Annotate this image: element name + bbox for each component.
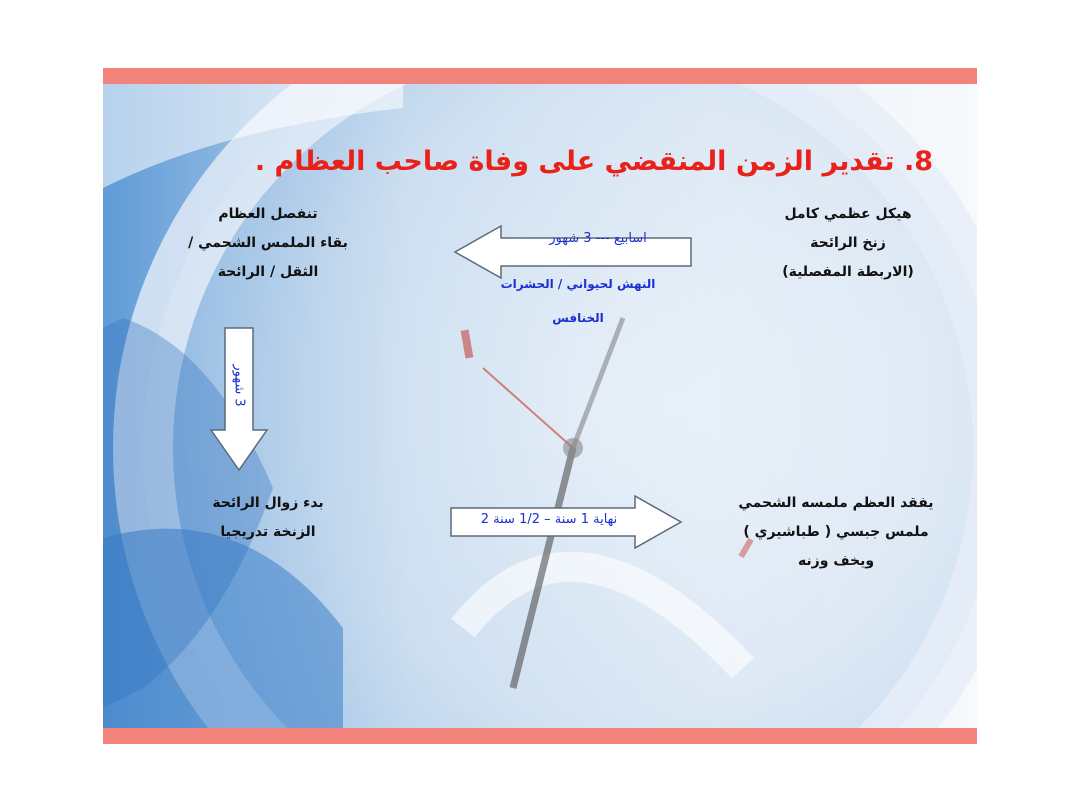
right-bottom-line-2: ملمس جبسي ( طباشيري ) bbox=[743, 524, 929, 540]
right-bottom-line-3: ويخف وزنه bbox=[797, 553, 875, 569]
bottom-color-band bbox=[103, 728, 977, 744]
right-bottom-block bbox=[731, 489, 941, 576]
middle-blue-line-2: الخنافس bbox=[552, 311, 604, 325]
left-bottom-line-2: الزنخة تدريجيا bbox=[220, 524, 316, 540]
left-top-line-2: بقاء الملمس الشحمي / bbox=[188, 235, 348, 251]
slide bbox=[103, 68, 977, 744]
right-top-line-2: زنخ الرائحة bbox=[810, 235, 886, 251]
middle-blue-block bbox=[478, 267, 678, 335]
left-top-block bbox=[173, 200, 363, 287]
arrow-left-label: اسابيع --- 3 شهور bbox=[549, 231, 647, 246]
right-bottom-line-1: يفقد العظم ملمسه الشحمي bbox=[738, 495, 934, 511]
right-top-line-3: (الاربطة المفصلية) bbox=[782, 264, 914, 280]
arrow-right-label: نهاية 1 سنة – 1/2 سنة 2 bbox=[480, 512, 618, 527]
left-bottom-line-1: بدء زوال الرائحة bbox=[212, 495, 324, 511]
slide-title: 8. تقدير الزمن المنقضي على وفاة صاحب العظام . bbox=[254, 146, 933, 177]
top-color-band bbox=[103, 68, 977, 84]
right-top-block bbox=[763, 200, 933, 287]
right-top-line-1: هيكل عظمي كامل bbox=[784, 206, 912, 222]
left-top-line-1: تنفصل العظام bbox=[218, 206, 318, 222]
middle-blue-line-1: النهش لحيواني / الحشرات bbox=[500, 277, 656, 291]
left-top-line-3: الثقل / الرائحة bbox=[217, 264, 319, 280]
left-bottom-block bbox=[183, 489, 353, 547]
arrow-down-label: 3 شهور bbox=[231, 364, 247, 407]
